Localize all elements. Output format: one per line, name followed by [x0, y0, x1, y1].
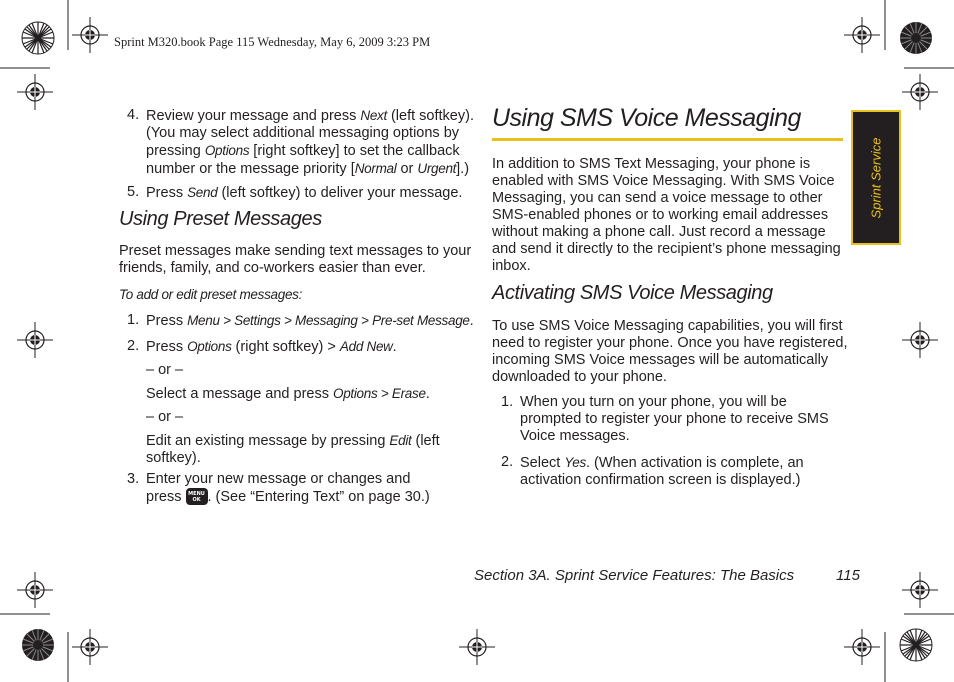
heading-preset-messages: Using Preset Messages	[119, 208, 322, 230]
step-text	[520, 454, 804, 489]
text: need to register your phone. Once you have registered,	[492, 335, 848, 351]
step-number: 2.	[501, 454, 514, 470]
option-urgent: Urgent	[417, 161, 457, 176]
text: friends, family, and co-workers easier than ever.	[119, 260, 426, 276]
menu-ok-key-icon	[186, 488, 208, 505]
or-separator: – or –	[146, 362, 184, 378]
section-tab	[851, 110, 901, 245]
text: press	[146, 489, 186, 505]
step-text	[146, 338, 440, 467]
text: To use SMS Voice Messaging capabilities, you will first	[492, 318, 843, 334]
preset-intro	[119, 243, 471, 277]
text: Preset messages make sending text messages to your	[119, 243, 472, 259]
step-number: 1.	[501, 394, 514, 410]
activating-step-1	[501, 394, 851, 449]
step-number: 1.	[127, 312, 140, 328]
or-separator: – or –	[146, 409, 184, 425]
text: .	[392, 339, 397, 355]
step-number: 3.	[127, 471, 140, 487]
text: Press	[146, 339, 188, 355]
key-label: MENU	[188, 491, 205, 497]
step-text	[520, 394, 829, 445]
sms-voice-intro	[492, 156, 841, 275]
text: without making a phone call. Just record a message	[492, 224, 826, 240]
step-text	[146, 184, 462, 202]
step-number: 2.	[127, 338, 140, 354]
text: When you turn on your phone, you will be	[520, 394, 787, 410]
menu-path: Menu > Settings > Messaging > Pre-set Message	[187, 313, 470, 328]
text: SMS-enabled phones or to working email addresses	[492, 207, 829, 223]
title-underline	[492, 138, 843, 141]
text: activation confirmation screen is displayed.)	[520, 472, 801, 488]
softkey-options: Options	[187, 339, 232, 354]
text: or	[396, 161, 418, 177]
print-header: Sprint M320.book Page 115 Wednesday, May 6, 2009 3:23 PM	[114, 35, 431, 49]
option-yes: Yes	[564, 455, 586, 470]
key-label: OK	[192, 497, 201, 503]
step-text	[146, 107, 474, 178]
text: Press	[146, 185, 188, 201]
softkey-send: Send	[187, 185, 218, 200]
text: (left softkey).	[386, 108, 474, 124]
page-title: Using SMS Voice Messaging	[492, 104, 801, 132]
option-normal: Normal	[354, 161, 397, 176]
text: .	[469, 313, 474, 329]
text: (left	[411, 433, 440, 449]
text: number or the message priority [	[146, 161, 355, 177]
text: [right softkey] to set the callback	[249, 143, 460, 159]
text: inbox.	[492, 258, 531, 274]
text: prompted to register your phone to receive SMS	[520, 411, 829, 427]
preset-step-3	[127, 471, 477, 511]
text: Messaging, you can send a voice message to other	[492, 190, 823, 206]
step-5	[127, 184, 477, 202]
text: Review your message and press	[146, 108, 361, 124]
text: . (See “Entering Text” on page 30.)	[207, 489, 430, 505]
step-number: 4.	[127, 107, 140, 123]
text: softkey).	[146, 450, 201, 466]
text: Enter your new message or changes and	[146, 471, 411, 487]
text: In addition to SMS Text Messaging, your phone is	[492, 156, 811, 172]
text: Voice messages.	[520, 428, 630, 444]
step-4	[127, 107, 477, 177]
text: .	[425, 386, 430, 402]
activating-step-2	[501, 454, 851, 492]
preset-step-1	[127, 312, 477, 330]
heading-activating: Activating SMS Voice Messaging	[492, 282, 773, 304]
text: ].)	[456, 161, 470, 177]
text: and send it directly to the recipient’s phone messaging	[492, 241, 841, 257]
step-text	[146, 312, 474, 330]
step-number: 5.	[127, 184, 140, 200]
text: Select	[520, 455, 565, 471]
section-tab-label: Sprint Service	[868, 137, 884, 218]
footer-section: Section 3A. Sprint Service Features: The Basics	[474, 567, 795, 584]
option-add-new: Add New	[339, 339, 393, 354]
page-number: 115	[836, 567, 860, 584]
text: incoming SMS Voice messages will be automatically	[492, 352, 829, 368]
softkey-edit: Edit	[389, 433, 412, 448]
text: Edit an existing message by pressing	[146, 433, 390, 449]
text: . (When activation is complete, an	[585, 455, 804, 471]
text: Press	[146, 313, 188, 329]
softkey-options: Options	[204, 143, 250, 158]
text: (right softkey) >	[231, 339, 340, 355]
softkey-next: Next	[360, 108, 387, 123]
text: enabled with SMS Voice Messaging. With SMS Voice	[492, 173, 835, 189]
text: Select a message and press	[146, 386, 333, 402]
option-erase-path: Options > Erase	[333, 386, 426, 401]
text: pressing	[146, 143, 205, 159]
procedure-subhead: To add or edit preset messages:	[119, 287, 303, 302]
step-text	[146, 471, 430, 506]
preset-step-2	[127, 338, 477, 466]
activating-intro	[492, 318, 847, 386]
text: (left softkey) to deliver your message.	[217, 185, 463, 201]
text: (You may select additional messaging options by	[146, 125, 460, 141]
text: downloaded to your phone.	[492, 369, 667, 385]
